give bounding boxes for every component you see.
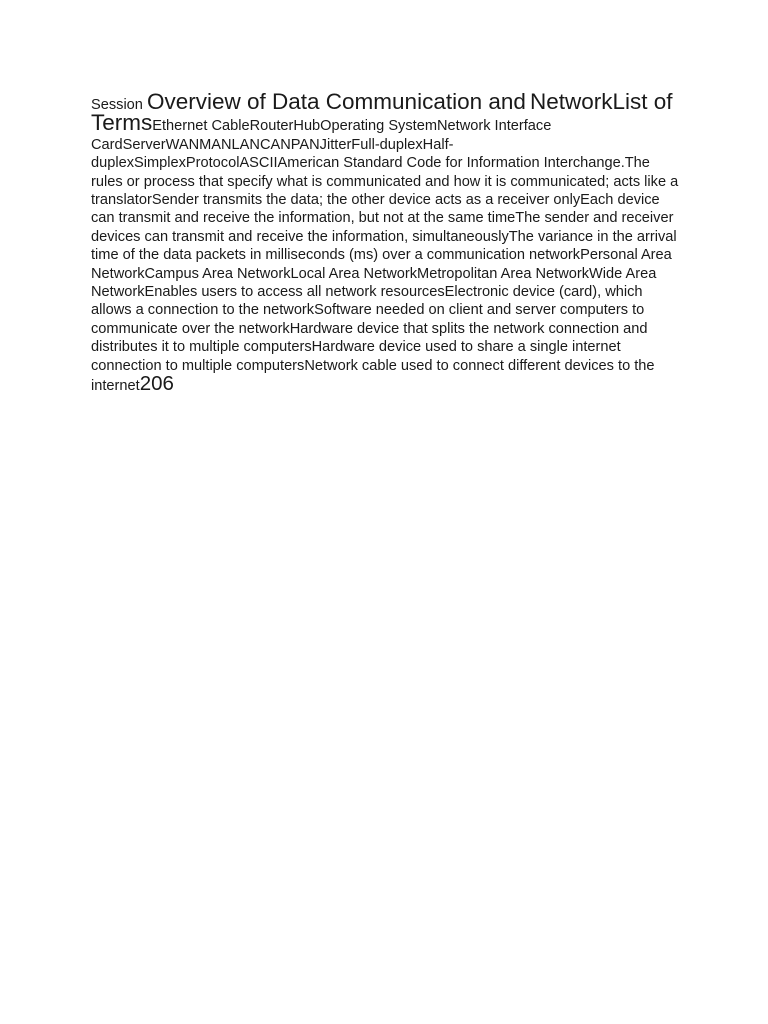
list-heading: List of Terms bbox=[91, 89, 673, 136]
body-text: Ethernet CableRouterHubOperating SystemNetwork Interface CardServerWANMANLANCANPANJitterFull-duplexHalf-duplexSimplexProtocolASCIIAmerican Standard Code for Information Interchange.The rules or process that specify what is communicated and how it is communicated; acts like a translatorSender transmits the data; the other device acts as a receiver onlyEach device can transmit and receive the information, but not at the same timeThe sender and receiver devices can transmit and receive the information, simultaneouslyThe variance in the arrival time of the data packets in milliseconds (ms) over a communication networkPersonal Area NetworkCampus Area NetworkLocal Area NetworkMetropolitan Area NetworkWide Area NetworkEnables users to access all network resourcesElectronic device (card), which allows a connection to the networkSoftware needed on client and server computers to communicate over the networkHardware device that splits the network connection and distributes it to multiple computersHardware device used to share a single internet connection to multiple computersNetwork cable used to connect different devices to the internet bbox=[91, 118, 679, 395]
text-flow bbox=[91, 89, 679, 396]
page-number: 206 bbox=[139, 372, 174, 396]
title-part-1: Overview of Data Communication and bbox=[146, 89, 526, 114]
title-part-2: Network bbox=[529, 89, 613, 114]
session-label: Session bbox=[91, 97, 143, 113]
